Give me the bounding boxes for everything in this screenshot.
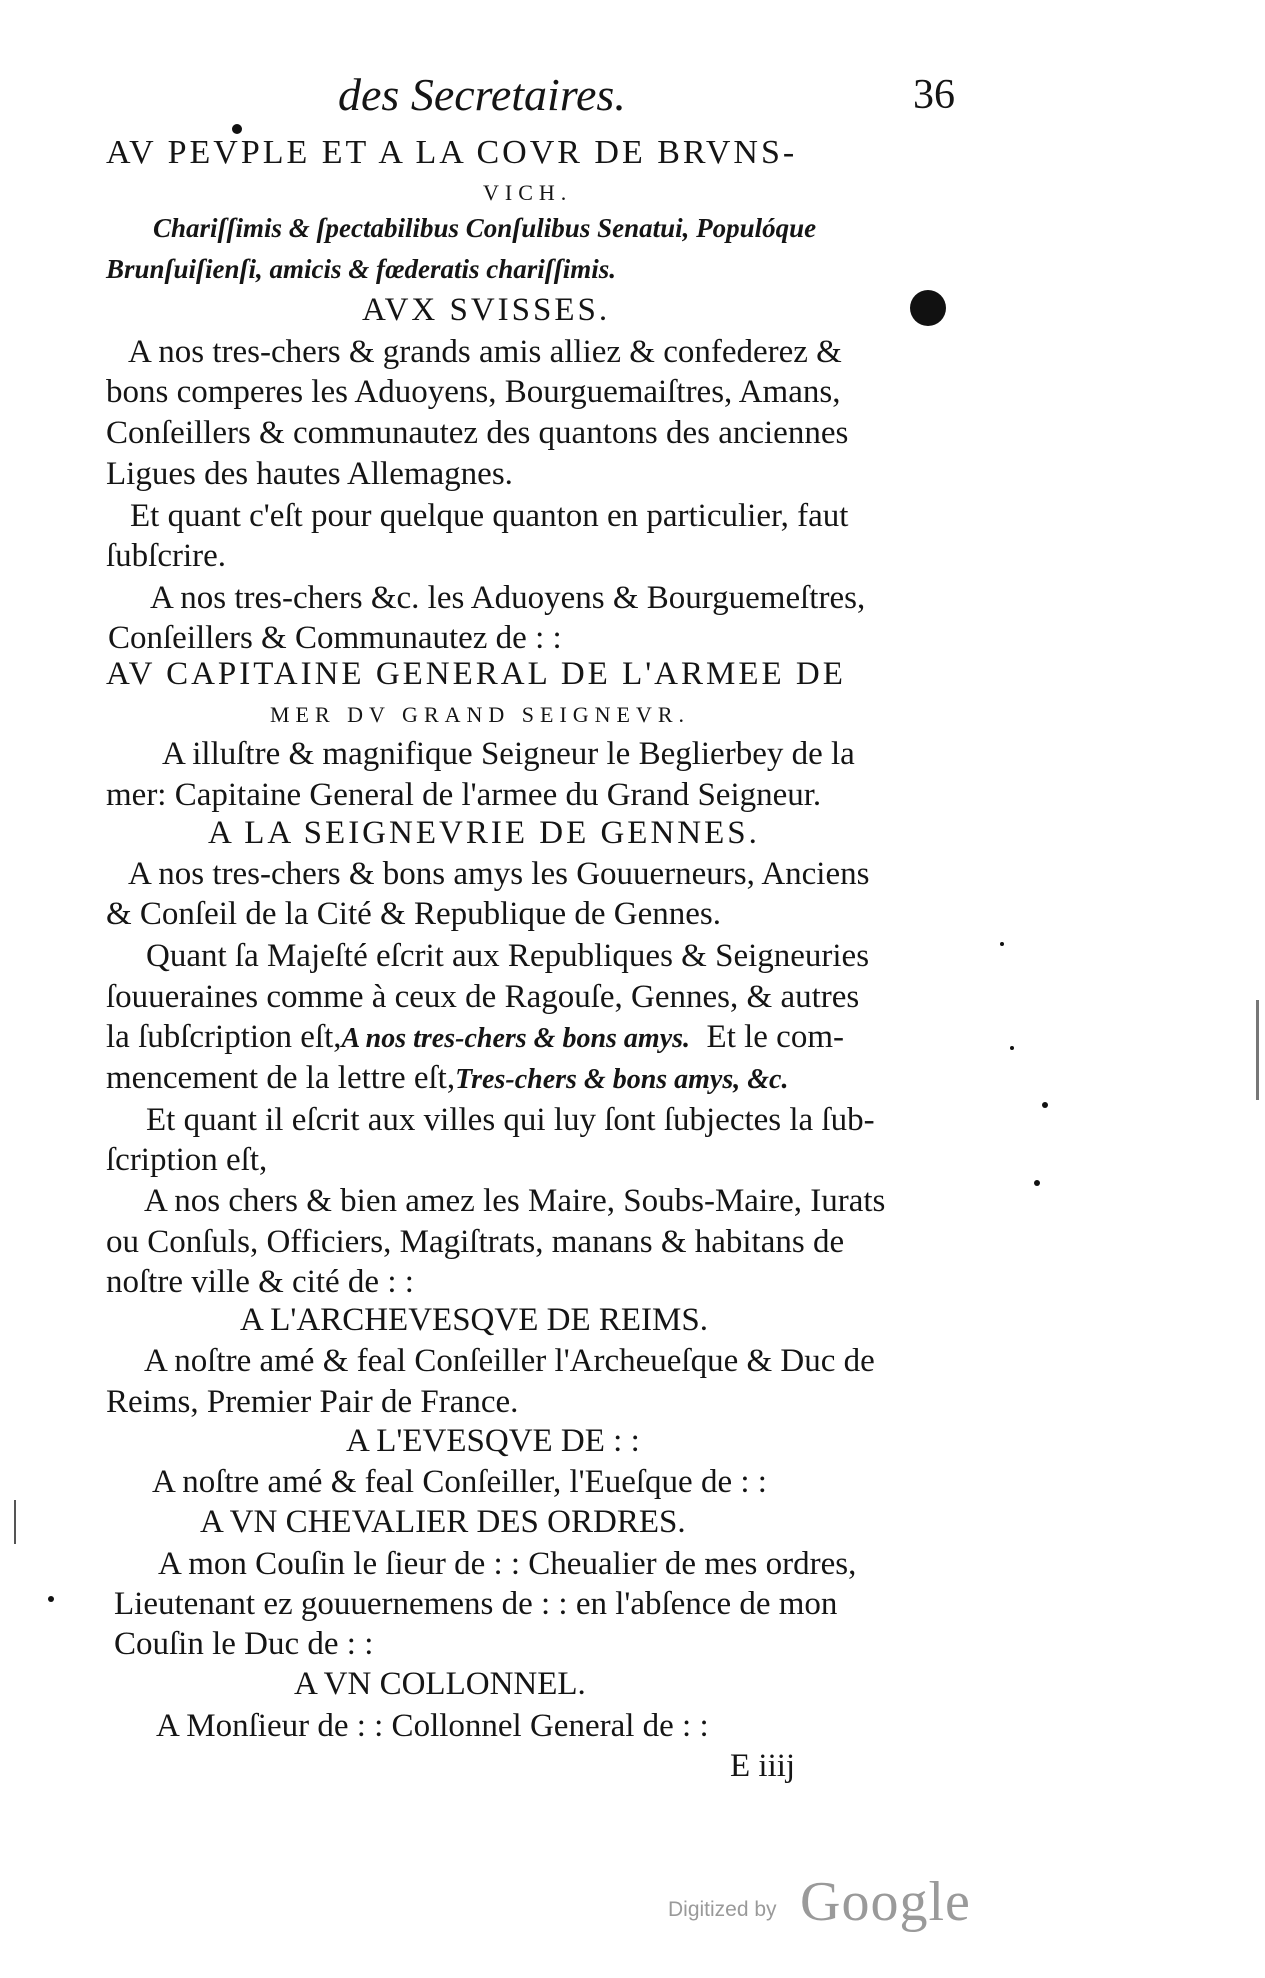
chevalier-l2: Lieutenant ez gouuernemens de : : en l'abſence de mon xyxy=(114,1586,838,1622)
suisses-p1-l1: A nos tres-chers & grands amis alliez & confederez & xyxy=(128,334,842,370)
google-wordmark: Google xyxy=(800,1871,971,1933)
gennes-italic-formula-1: A nos tres-chers & bons amys. xyxy=(341,1023,691,1054)
running-title: des Secretaires. xyxy=(338,69,626,120)
capitaine-l1: A illuſtre & magnifique Seigneur le Beglierbey de la xyxy=(162,736,855,772)
gennes-p2-l2: ſouueraines comme à ceux de Ragouſe, Gennes, & autres xyxy=(106,979,860,1015)
suisses-p1-l3: Conſeillers & communautez des quantons des anciennes xyxy=(106,415,849,451)
collonnel-l1: A Monſieur de : : Collonnel General de : : xyxy=(156,1708,709,1744)
gennes-p4-l3: noſtre ville & cité de : : xyxy=(106,1264,414,1300)
gennes-p4-l2: ou Conſuls, Officiers, Magiſtrats, manans & habitans de xyxy=(106,1224,845,1260)
chevalier-l3: Couſin le Duc de : : xyxy=(114,1626,374,1662)
page-number: 36 xyxy=(913,72,955,118)
heading-collonnel: A VN COLLONNEL. xyxy=(294,1666,586,1702)
heading-evesque: A L'EVESQVE DE : : xyxy=(346,1423,640,1459)
evesque-l1: A noſtre amé & feal Conſeiller, l'Eueſque de : : xyxy=(152,1464,767,1500)
ink-speck xyxy=(1010,1046,1014,1050)
suisses-p1-l2: bons comperes les Aduoyens, Bourguemaiſtres, Amans, xyxy=(106,374,841,410)
capitaine-l2: mer: Capitaine General de l'armee du Grand Seigneur. xyxy=(106,777,822,813)
suisses-p2-l2: ſubſcrire. xyxy=(106,538,227,574)
heading-brunswick-cont: VICH. xyxy=(483,180,573,205)
heading-suisses: AVX SVISSES. xyxy=(362,292,611,328)
signature-mark: E iiij xyxy=(730,1748,796,1784)
suisses-p3-l1: A nos tres-chers &c. les Aduoyens & Bourguemeſtres, xyxy=(150,580,866,616)
latin-address-1: Chariſſimis & ſpectabilibus Conſulibus Senatui, Populóque xyxy=(153,213,817,243)
ink-speck xyxy=(1000,942,1004,946)
heading-capitaine-cont: MER DV GRAND SEIGNEVR. xyxy=(270,702,691,727)
gennes-p3-l2: ſcription eſt, xyxy=(106,1142,268,1178)
reims-l2: Reims, Premier Pair de France. xyxy=(106,1384,519,1420)
heading-chevalier: A VN CHEVALIER DES ORDRES. xyxy=(200,1504,686,1540)
ink-speck xyxy=(232,124,242,134)
heading-brunswick: AV PEVPLE ET A LA COVR DE BRVNS- xyxy=(106,134,798,171)
page-edge-line xyxy=(1256,1000,1259,1100)
gennes-p4-l1: A nos chers & bien amez les Maire, Soubs-Maire, Iurats xyxy=(144,1183,886,1219)
digitized-by-label: Digitized by xyxy=(668,1898,777,1921)
ink-speck xyxy=(1042,1102,1048,1108)
heading-gennes: A LA SEIGNEVRIE DE GENNES. xyxy=(208,815,760,851)
suisses-p3-l2: Conſeillers & Communautez de : : xyxy=(108,620,562,656)
chevalier-l1: A mon Couſin le ſieur de : : Cheualier de mes ordres, xyxy=(158,1546,857,1582)
gennes-p2-l3: la ſubſcription eſt,A nos tres-chers & bons amys. Et le com- xyxy=(106,1019,844,1055)
gennes-p1-l2: & Conſeil de la Cité & Republique de Gennes. xyxy=(106,896,721,932)
page-edge-mark xyxy=(14,1500,16,1544)
suisses-p1-l4: Ligues des hautes Allemagnes. xyxy=(106,456,513,492)
latin-address-2: Brunſuiſienſi, amicis & fœderatis chariſſimis. xyxy=(106,254,617,284)
gennes-p2-l1: Quant ſa Majeſté eſcrit aux Republiques & Seigneuries xyxy=(146,938,870,974)
gennes-p2-l4: mencement de la lettre eſt,Tres-chers & bons amys, &c. xyxy=(106,1060,789,1096)
heading-reims: A L'ARCHEVESQVE DE REIMS. xyxy=(240,1302,708,1338)
gennes-italic-formula-2: Tres-chers & bons amys, &c. xyxy=(455,1064,789,1095)
ink-speck xyxy=(1034,1180,1040,1186)
heading-capitaine: AV CAPITAINE GENERAL DE L'ARMEE DE xyxy=(106,656,846,692)
gennes-p1-l1: A nos tres-chers & bons amys les Gouuerneurs, Anciens xyxy=(128,856,870,892)
gennes-p3-l1: Et quant il eſcrit aux villes qui luy ſont ſubjectes la ſub- xyxy=(146,1102,875,1138)
ink-blot xyxy=(910,290,946,326)
ink-speck xyxy=(48,1596,54,1602)
suisses-p2-l1: Et quant c'eſt pour quelque quanton en particulier, faut xyxy=(130,498,849,534)
reims-l1: A noſtre amé & feal Conſeiller l'Archeueſque & Duc de xyxy=(144,1343,875,1379)
